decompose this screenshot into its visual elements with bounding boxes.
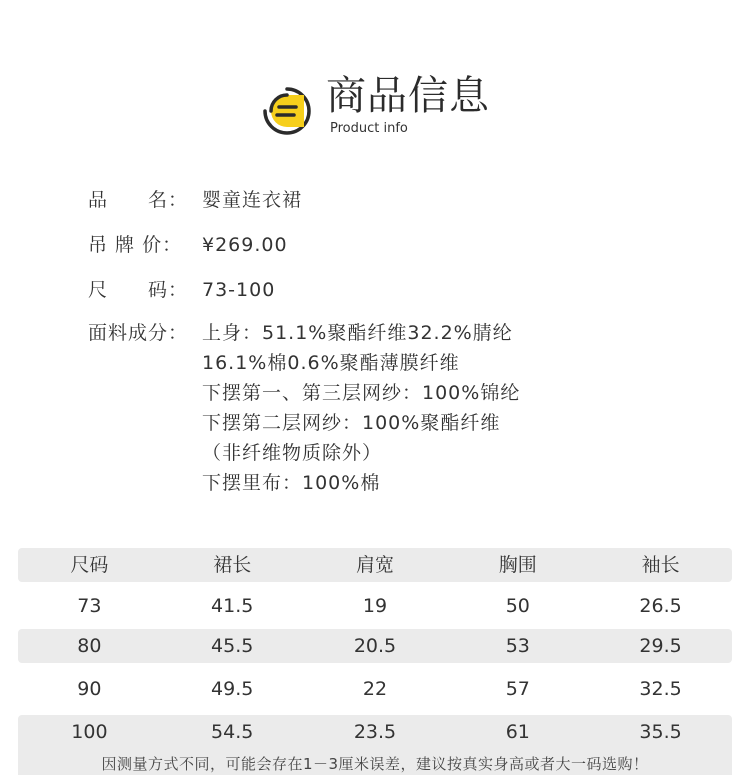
- table-cell: 19: [362, 595, 388, 617]
- table-cell: 57: [505, 678, 530, 700]
- measurement-note: 因测量方式不同，可能会存在1－3厘米误差，建议按真实身高或者大一码选购！: [101, 755, 649, 773]
- table-cell: 73: [77, 595, 102, 617]
- table-cell: 35.5: [639, 721, 682, 743]
- table-cell: 61: [505, 721, 530, 743]
- material-line: 16.1%棉0.6%聚酯薄膜纤维: [202, 352, 460, 374]
- material-line: 下摆里布：100%棉: [202, 472, 381, 494]
- table-header-cell: 裙长: [213, 554, 252, 576]
- table-header-cell: 肩宽: [355, 554, 394, 576]
- material-line: 下摆第一、第三层网纱：100%锦纶: [202, 382, 521, 404]
- table-header-row: [18, 548, 732, 582]
- size-label: 尺 码：: [88, 279, 189, 301]
- page-title: 商品信息: [326, 73, 490, 119]
- price-label: 吊 牌 价：: [88, 234, 183, 256]
- table-cell: 100: [71, 721, 108, 743]
- table-row: [18, 672, 732, 706]
- section-header: [262, 74, 522, 144]
- document-list-icon: [262, 86, 312, 136]
- table-row: [18, 589, 732, 623]
- table-cell: 41.5: [211, 595, 254, 617]
- material-line: 下摆第二层网纱：100%聚酯纤维: [202, 412, 501, 434]
- name-value: 婴童连衣裙: [202, 189, 303, 211]
- table-cell: 26.5: [639, 595, 682, 617]
- table-header-cell: 袖长: [641, 554, 680, 576]
- table-cell: 29.5: [639, 635, 682, 657]
- table-cell: 53: [505, 635, 530, 657]
- material-label: 面料成分：: [88, 322, 189, 344]
- table-cell: 22: [362, 678, 388, 700]
- table-cell: 49.5: [211, 678, 254, 700]
- table-cell: 80: [77, 635, 102, 657]
- table-cell: 90: [77, 678, 102, 700]
- table-cell: 50: [505, 595, 530, 617]
- name-label: 品 名：: [88, 189, 189, 211]
- table-cell: 45.5: [211, 635, 254, 657]
- material-line: （非纤维物质除外）: [202, 442, 383, 464]
- price-value: ¥269.00: [202, 234, 288, 256]
- table-cell: 32.5: [639, 678, 682, 700]
- material-line: 上身：51.1%聚酯纤维32.2%腈纶: [202, 322, 513, 344]
- table-cell: 20.5: [353, 635, 397, 657]
- table-header-cell: 尺码: [70, 554, 109, 576]
- table-row: [18, 629, 732, 663]
- table-header-cell: 胸围: [498, 554, 537, 576]
- table-cell: 54.5: [211, 721, 254, 743]
- table-cell: 23.5: [353, 721, 397, 743]
- size-value: 73-100: [202, 279, 276, 301]
- page-subtitle: Product info: [330, 121, 408, 136]
